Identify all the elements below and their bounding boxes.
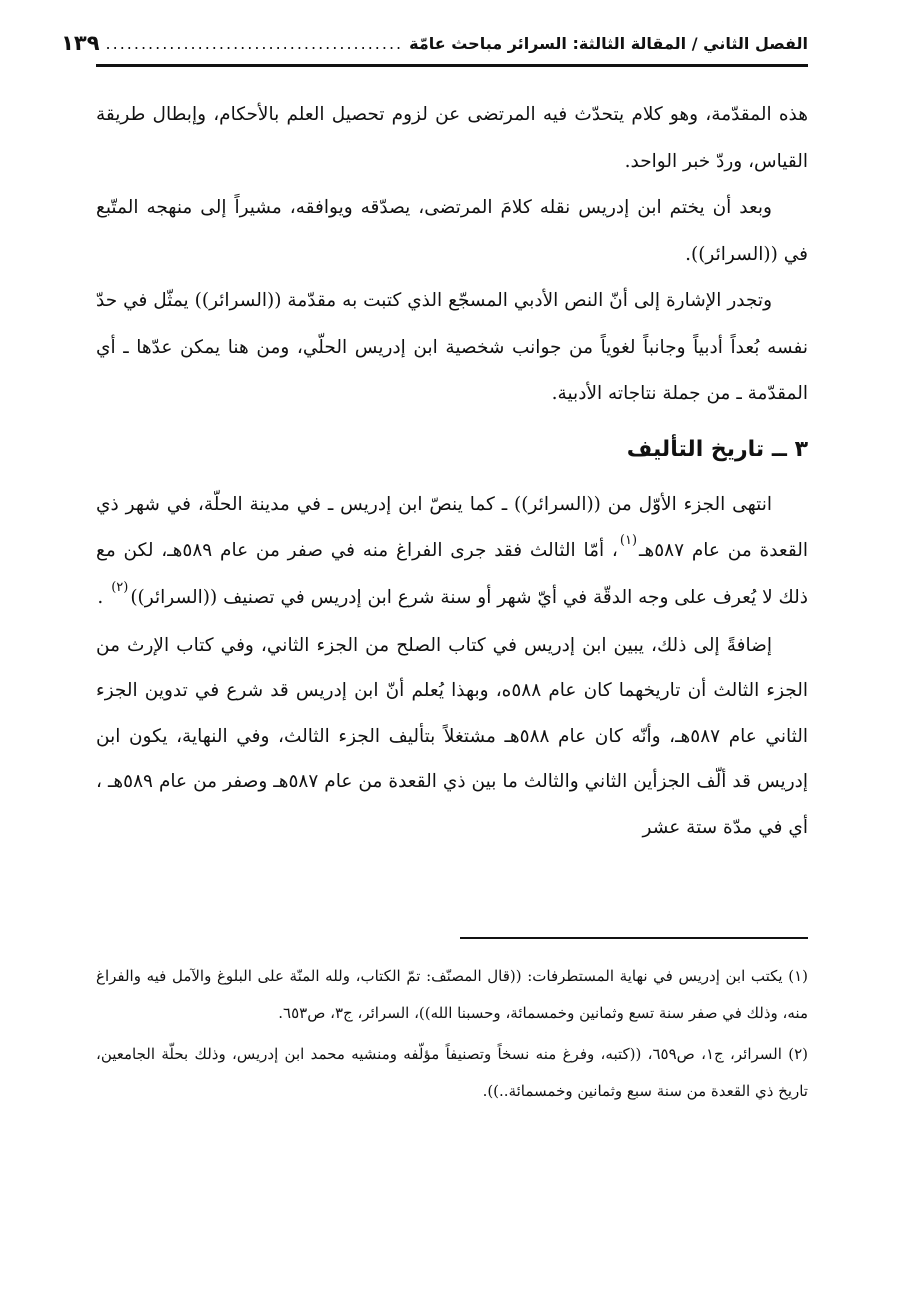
footnote-rule xyxy=(460,937,808,939)
running-header xyxy=(61,26,808,60)
footnote-reference-2[interactable]: (٢) xyxy=(111,580,129,595)
paragraph-text: انتهى الجزء الأوّل من ((السرائر)) ـ كما ينصّ ابن إدريس ـ في مدينة الحلّة، في شهر ذي القعدة من عام ٥٨٧هـ xyxy=(96,494,808,561)
paragraph xyxy=(96,482,808,623)
footnotes xyxy=(96,958,808,1114)
paragraph: هذه المقدّمة، وهو كلام يتحدّث فيه المرتضى عن لزوم تحصيل العلم بالأحكام، وإبطال طريقة القياس، وردّ خبر الواحد. xyxy=(96,104,808,172)
paragraph: إضافةً إلى ذلك، يبين ابن إدريس في كتاب الصلح من الجزء الثاني، وفي كتاب الإرث من الجزء الثالث أن تاريخهما كان عام ٥٨٨ه، وبهذا يُعلم أنّ ابن إدريس قد شرع في تدوين الجزء الثاني عام ٥٨٧هـ، وأنّه كان عام ٥٨٨هـ مشتغلاً بتأليف الجزء الثالث، وفي النهاية، يكون ابن إدريس قد ألّف الجزأين الثاني والثالث ما بين ذي القعدة من عام ٥٨٧هـ وصفر من عام ٥٨٩هـ ، أي في مدّة ستة عشر xyxy=(96,634,809,838)
footnote-1: (١) يكتب ابن إدريس في نهاية المستطرفات: ((قال المصنّف: تمّ الكتاب، ولله المنّة على البلوغ والآمل فيه والفراغ منه، وذلك في صفر سنة تسع وثمانين وخمسمائة، وحسبنا الله))، السرائر، ج٣، ص٦٥٣. xyxy=(96,967,808,1022)
paragraph-text: ، أمّا الثالث فقد جرى الفراغ منه في صفر من عام ٥٨٩هـ، لكن مع ذلك لا يُعرف على وجه الدقّة في أيّ شهر أو سنة شرع ابن إدريس في تصنيف ((السرائر)) xyxy=(96,539,808,608)
section-heading: ٣ ــ تاريخ التأليف xyxy=(626,437,808,462)
running-header-title: الفصل الثاني / المقالة الثالثة: السرائر مباحث عامّة xyxy=(409,33,808,53)
paragraph: وتجدر الإشارة إلى أنّ النص الأدبي المسجّع الذي كتبت به مقدّمة ((السرائر)) يمثّل في حدّ نفسه بُعداً أدبياً وجانباً لغوياً من جوانب شخصية ابن إدريس الحلّي، ومن هنا يمكن عدّها ـ أي المقدّمة ـ من جملة نتاجاته الأدبية. xyxy=(96,290,808,404)
section-text xyxy=(96,482,808,850)
paragraph-end-mark: . xyxy=(97,587,104,608)
header-rule xyxy=(96,64,808,67)
paragraph: وبعد أن يختم ابن إدريس نقله كلامَ المرتضى، يصدّقه ويوافقه، مشيراً إلى منهجه المتّبع في ((السرائر)). xyxy=(96,197,808,265)
footnote-2: (٢) السرائر، ج١، ص٦٥٩، ((كتبه، وفرغ منه نسخاً وتصنيفاً مؤلّفه ومنشيه محمد ابن إدريس، وذلك بحلّة الجامعين، تاريخ ذي القعدة من سنة سبع وثمانين وخمسمائة..)). xyxy=(96,1045,808,1100)
body-text xyxy=(96,92,808,418)
page-number: ١٣٩ xyxy=(61,31,100,55)
running-header-leader-dots: .......................................... xyxy=(105,33,404,53)
footnote-reference-1[interactable]: (١) xyxy=(619,532,638,548)
